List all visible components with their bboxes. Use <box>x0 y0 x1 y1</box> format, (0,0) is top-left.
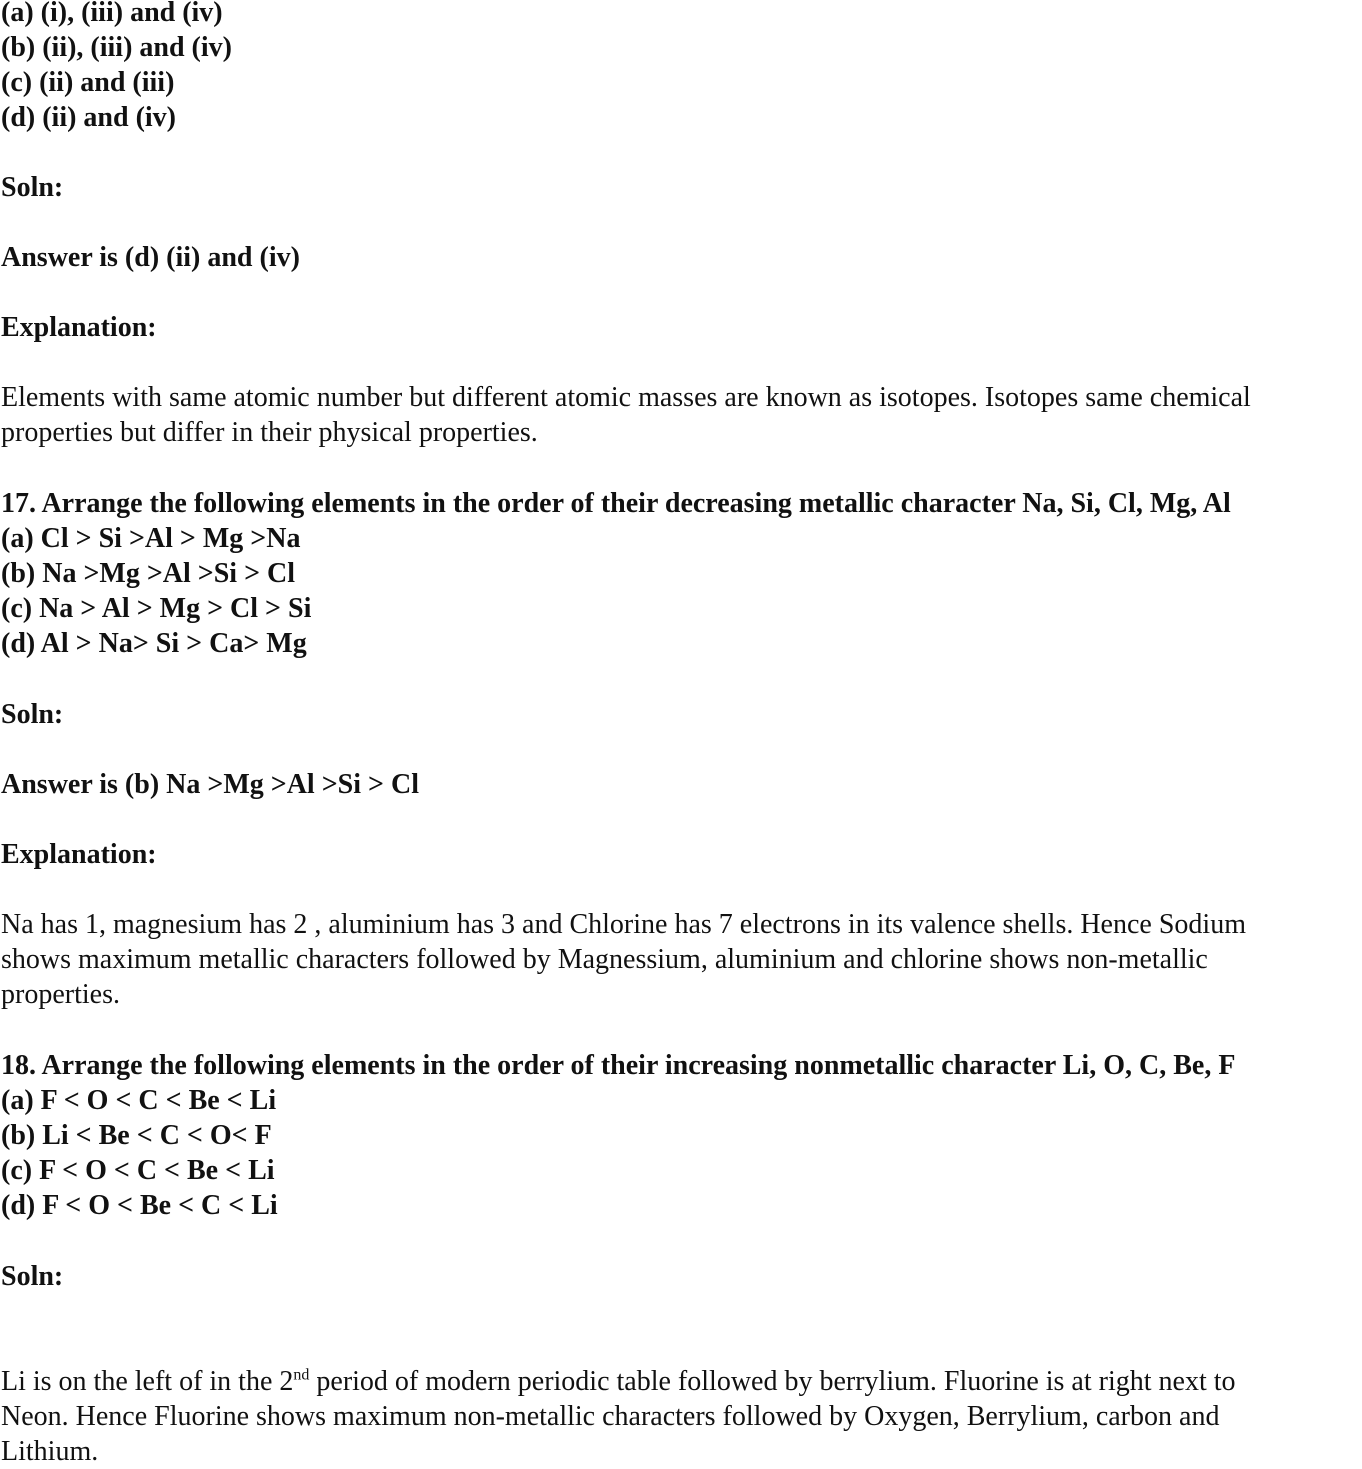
q16-explanation-line2: properties but differ in their physical properties. <box>1 417 538 448</box>
q16-answer: Answer is (d) (ii) and (iv) <box>1 242 300 273</box>
q16-explanation-label: Explanation: <box>1 312 157 343</box>
q17-answer: Answer is (b) Na >Mg >Al >Si > Cl <box>1 769 419 800</box>
q17-explanation-line1: Na has 1, magnesium has 2 , aluminium has 3 and Chlorine has 7 electrons in its valence shells. Hence Sodium <box>1 909 1246 940</box>
q17-option-d: (d) Al > Na> Si > Ca> Mg <box>1 628 307 659</box>
q17-soln-label: Soln: <box>1 699 64 730</box>
q18-explanation-line2: Neon. Hence Fluorine shows maximum non-metallic characters followed by Oxygen, Berrylium, carbon and <box>1 1401 1220 1432</box>
q17-explanation-line3: properties. <box>1 979 120 1010</box>
q18-soln-label: Soln: <box>1 1261 64 1292</box>
q17-option-b: (b) Na >Mg >Al >Si > Cl <box>1 558 296 589</box>
q18-option-b: (b) Li < Be < C < O< F <box>1 1120 272 1151</box>
q18-option-a: (a) F < O < C < Be < Li <box>1 1085 277 1116</box>
q18-question: 18. Arrange the following elements in the order of their increasing nonmetallic character Li, O, C, Be, F <box>1 1050 1236 1081</box>
q16-option-b: (b) (ii), (iii) and (iv) <box>1 32 232 63</box>
q17-option-a: (a) Cl > Si >Al > Mg >Na <box>1 523 301 554</box>
q18-explanation-line1 <box>1 1364 1236 1399</box>
q17-question: 17. Arrange the following elements in the order of their decreasing metallic character Na, Si, Cl, Mg, Al <box>1 488 1231 519</box>
q18-option-d: (d) F < O < Be < C < Li <box>1 1190 278 1221</box>
q16-option-c: (c) (ii) and (iii) <box>1 67 175 98</box>
q18-explanation-line1-post: period of modern periodic table followed by berrylium. Fluorine is at right next to <box>309 1366 1236 1397</box>
q17-explanation-line2: shows maximum metallic characters followed by Magnessium, aluminium and chlorine shows non-metallic <box>1 944 1208 975</box>
q18-explanation-line1-pre: Li is on the left of in the 2 <box>1 1366 294 1397</box>
q16-option-a: (a) (i), (iii) and (iv) <box>1 0 223 28</box>
q16-soln-label: Soln: <box>1 172 64 203</box>
q17-option-c: (c) Na > Al > Mg > Cl > Si <box>1 593 312 624</box>
q18-option-c: (c) F < O < C < Be < Li <box>1 1155 275 1186</box>
q16-option-d: (d) (ii) and (iv) <box>1 102 176 133</box>
q18-explanation-line1-sup: nd <box>293 1366 310 1384</box>
q17-explanation-label: Explanation: <box>1 839 157 870</box>
q16-explanation-line1: Elements with same atomic number but different atomic masses are known as isotopes. Isotopes same chemical <box>1 382 1251 413</box>
q18-explanation-line3: Lithium. <box>1 1436 99 1467</box>
